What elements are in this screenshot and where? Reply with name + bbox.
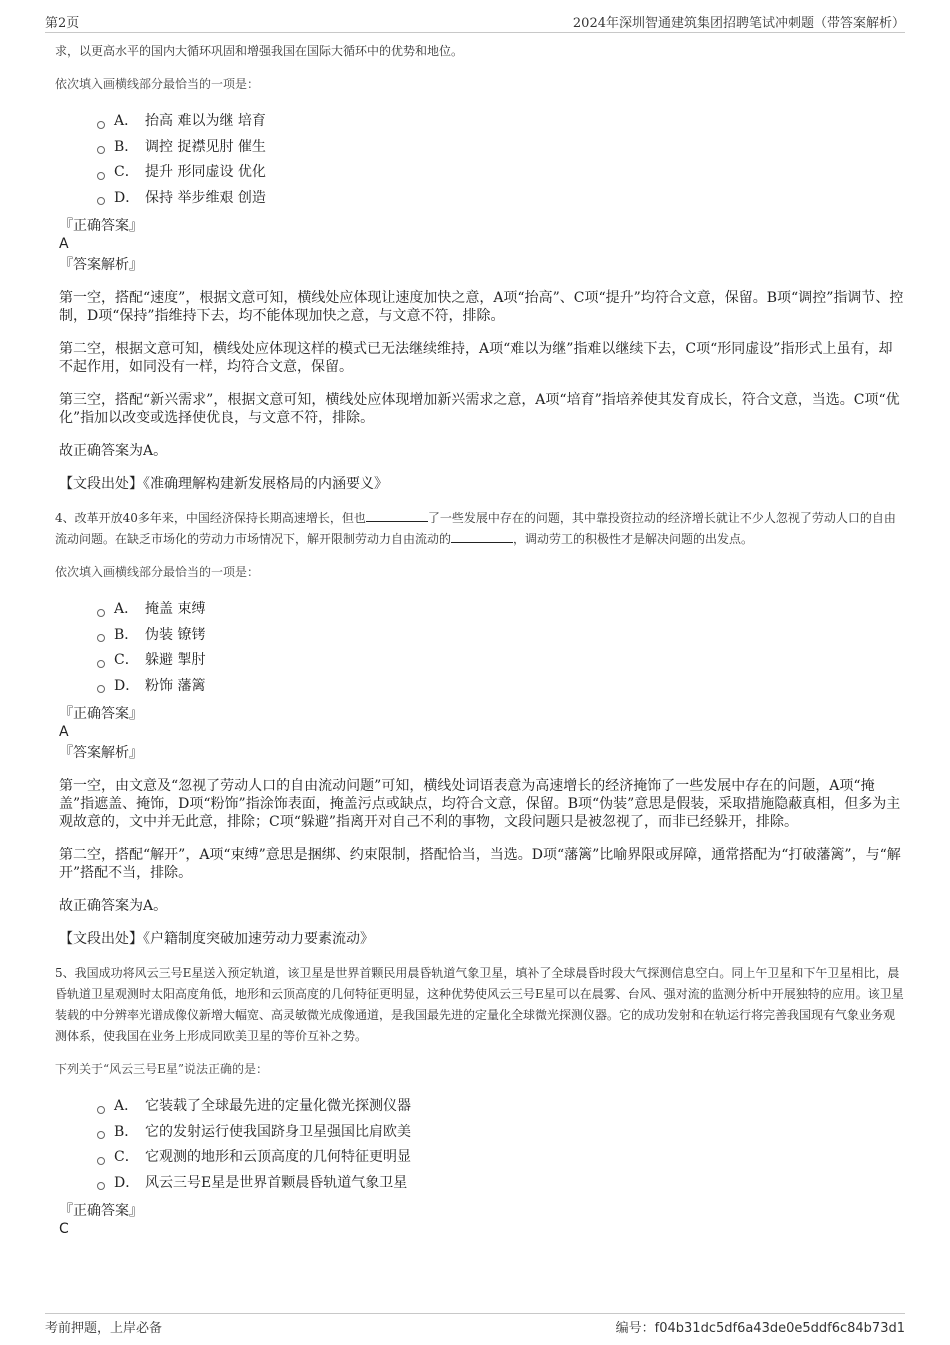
option-a[interactable]: A． 它装载了全球最先进的定量化微光探测仪器 [97, 1094, 905, 1120]
question-4 [55, 508, 905, 948]
analysis-conclusion: 故正确答案为A。 [59, 443, 168, 459]
answer-value: C [59, 1221, 69, 1237]
document-id: 编号：f04b31dc5df6a43de0e5ddf6c84b73d1 [615, 1321, 905, 1336]
blank-line [451, 530, 513, 543]
analysis-paragraph: 第一空，由文意及“忽视了劳动人口的自由流动问题”可知，横线处词语表意为高速增长的经济掩饰了一些发展中存在的问题，A项“掩盖”指遮盖、掩饰，D项“粉饰”指涂饰表面，掩盖污点或缺点，均符合文意，保留。B项“伪装”意思是假装，采取措施隐蔽真相，但多为主观故意的，文中并无此意，排除；C项“躲避”指离开对自己不利的事物，文段问题只是被忽视了，而非已经躲开，排除。 [59, 778, 901, 830]
option-d[interactable]: D． 保持 举步维艰 创造 [97, 186, 905, 212]
radio-icon[interactable] [97, 660, 105, 668]
answer-value: A [59, 236, 69, 252]
question-3 [55, 75, 905, 493]
radio-icon[interactable] [97, 609, 105, 617]
question-5 [55, 963, 905, 1238]
radio-icon[interactable] [97, 197, 105, 205]
analysis-conclusion: 故正确答案为A。 [59, 898, 168, 914]
radio-icon[interactable] [97, 121, 105, 129]
answer-label: 『正确答案』 [59, 1203, 143, 1219]
analysis-paragraph: 第一空，搭配“速度”，根据文意可知，横线处应体现让速度加快之意，A项“抬高”、C项“提升”均符合文意，保留。B项“调控”指调节、控制，D项“保持”指维持下去，均不能体现加快之意，与文意不符，排除。 [59, 290, 904, 324]
page-footer [45, 1313, 905, 1340]
footer-slogan: 考前押题，上岸必备 [45, 1321, 163, 1336]
question-stem: 5、我国成功将风云三号E星送入预定轨道，该卫星是世界首颗民用晨昏轨道气象卫星，填补了全球晨昏时段大气探测信息空白。同上午卫星和下午卫星相比，晨昏轨道卫星观测时太阳高度角低，地形和云顶高度的几何特征更明显，这种优势使风云三号E星可以在晨雾、台风、强对流的监测分析中开展独特的应用。该卫星装载的中分辨率光谱成像仪新增大幅宽、高灵敏微光成像通道，是我国最先进的定量化全球微光探测仪器。它的成功发射和在轨运行将完善我国现有气象业务观测体系，使我国在业务上形成同欧美卫星的等价互补之势。 [55, 966, 904, 1043]
analysis-label: 『答案解析』 [59, 745, 143, 761]
option-c[interactable]: C． 它观测的地形和云顶高度的几何特征更明显 [97, 1145, 905, 1171]
option-d[interactable]: D． 粉饰 藩篱 [97, 674, 905, 700]
page-number: 第2页 [45, 16, 80, 31]
analysis-label: 『答案解析』 [59, 257, 143, 273]
question-prompt: 依次填入画横线部分最恰当的一项是： [55, 565, 260, 579]
radio-icon[interactable] [97, 146, 105, 154]
option-list [97, 1094, 905, 1196]
source-citation: 【文段出处】《户籍制度突破加速劳动力要素流动》 [59, 931, 374, 947]
radio-icon[interactable] [97, 1131, 105, 1139]
document-body [55, 38, 905, 1238]
question-prompt: 下列关于“风云三号E星”说法正确的是： [55, 1062, 269, 1076]
radio-icon[interactable] [97, 634, 105, 642]
document-title: 2024年深圳智通建筑集团招聘笔试冲刺题（带答案解析） [572, 16, 905, 31]
radio-icon[interactable] [97, 1182, 105, 1190]
radio-icon[interactable] [97, 1106, 105, 1114]
radio-icon[interactable] [97, 1157, 105, 1165]
option-a[interactable]: A． 掩盖 束缚 [97, 597, 905, 623]
page-header [45, 10, 905, 33]
source-citation: 【文段出处】《准确理解构建新发展格局的内涵要义》 [59, 476, 388, 492]
option-a[interactable]: A． 抬高 难以为继 培育 [97, 109, 905, 135]
option-b[interactable]: B． 调控 捉襟见肘 催生 [97, 135, 905, 161]
question-prompt: 依次填入画横线部分最恰当的一项是： [55, 77, 260, 91]
analysis-paragraph: 第三空，搭配“新兴需求”，根据文意可知，横线处应体现增加新兴需求之意，A项“培育”指培养使其发育成长，符合文意，当选。C项“优化”指加以改变或选择使优良，与文意不符，排除。 [59, 392, 900, 426]
answer-label: 『正确答案』 [59, 706, 143, 722]
blank-line [366, 509, 428, 522]
option-b[interactable]: B． 伪装 镣铐 [97, 623, 905, 649]
analysis-paragraph: 第二空，根据文意可知，横线处应体现这样的模式已无法继续维持，A项“难以为继”指难以继续下去，C项“形同虚设”指形式上虽有，却不起作用，如同没有一样，均符合文意，保留。 [59, 341, 893, 375]
option-list [97, 109, 905, 211]
option-b[interactable]: B． 它的发射运行使我国跻身卫星强国比肩欧美 [97, 1120, 905, 1146]
radio-icon[interactable] [97, 172, 105, 180]
option-d[interactable]: D． 风云三号E星是世界首颗晨昏轨道气象卫星 [97, 1171, 905, 1197]
carry-over-text: 求，以更高水平的国内大循环巩固和增强我国在国际大循环中的优势和地位。 [55, 44, 464, 58]
option-list [97, 597, 905, 699]
option-c[interactable]: C． 提升 形同虚设 优化 [97, 160, 905, 186]
analysis-paragraph: 第二空，搭配“解开”，A项“束缚”意思是捆绑、约束限制，搭配恰当，当选。D项“藩篱”比喻界限或屏障，通常搭配为“打破藩篱”，与“解开”搭配不当，排除。 [59, 847, 901, 881]
radio-icon[interactable] [97, 685, 105, 693]
option-c[interactable]: C． 躲避 掣肘 [97, 648, 905, 674]
answer-value: A [59, 724, 69, 740]
answer-label: 『正确答案』 [59, 218, 143, 234]
question-stem: 4、改革开放40多年来，中国经济保持长期高速增长，但也 了一些发展中存在的问题，其中靠投资拉动的经济增长就让不少人忽视了劳动人口的自由流动问题。在缺乏市场化的劳动力市场情况下，解开限制劳动力自由流动的 ，调动劳工的积极性才是解决问题的出发点。 [55, 511, 896, 546]
